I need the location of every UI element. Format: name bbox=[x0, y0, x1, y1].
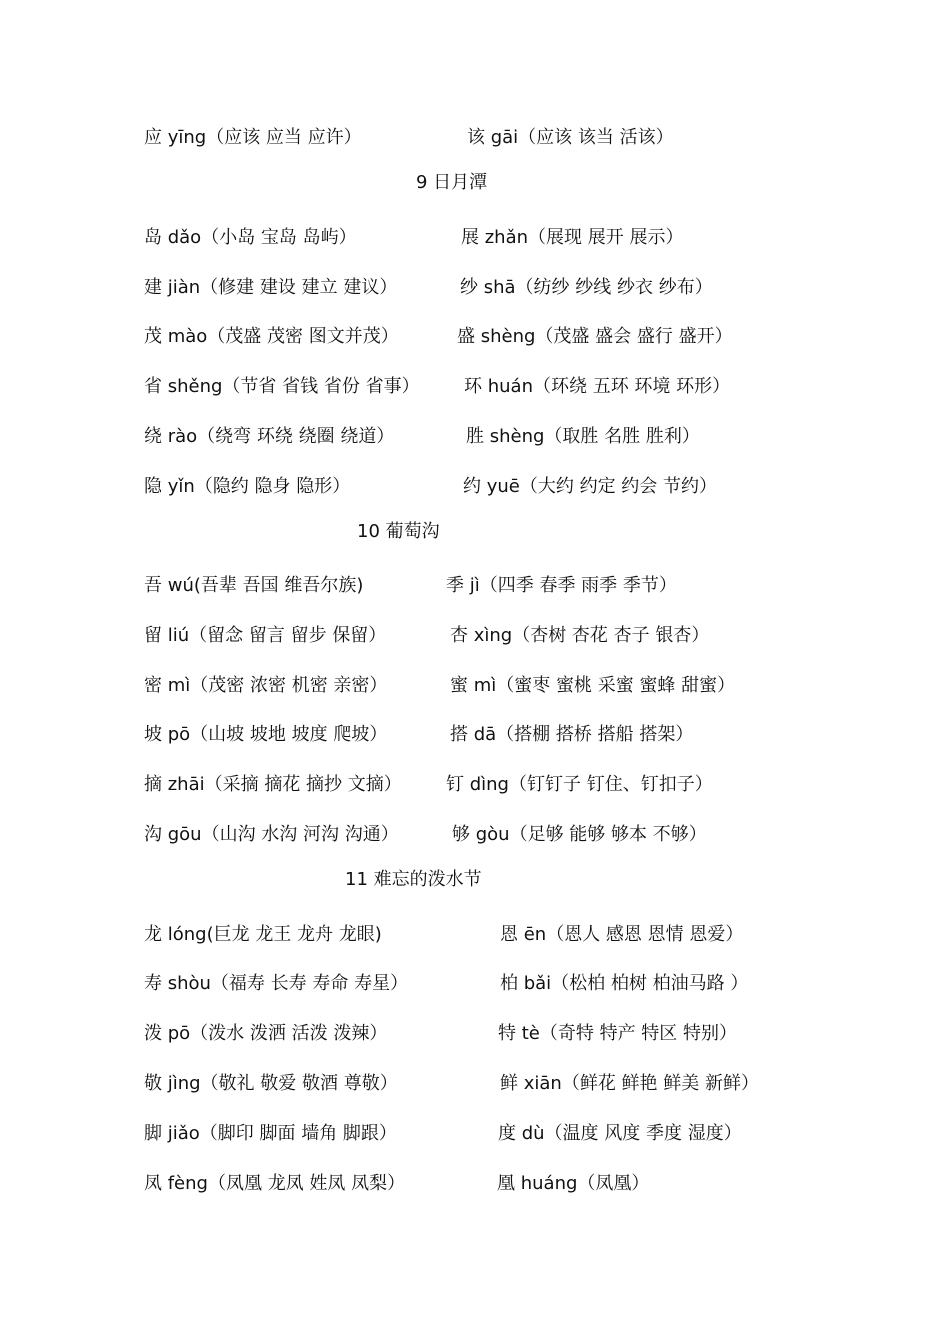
entry-right: 纱 shā（纺纱 纱线 纱衣 纱布） bbox=[460, 277, 713, 298]
entry-left: 吾 wú(吾辈 吾国 维吾尔族) bbox=[144, 575, 364, 596]
entry-right: 凰 huáng（凤凰） bbox=[497, 1173, 650, 1194]
entry-right: 盛 shèng（茂盛 盛会 盛行 盛开） bbox=[457, 326, 733, 347]
entry-left: 绕 rào（绕弯 环绕 绕圈 绕道） bbox=[144, 426, 395, 447]
entry-right: 柏 bǎi（松柏 柏树 柏油马路 ） bbox=[500, 973, 749, 994]
entry-right: 胜 shèng（取胜 名胜 胜利） bbox=[466, 426, 700, 447]
entry-right: 特 tè（奇特 特产 特区 特别） bbox=[498, 1023, 738, 1044]
entry-left: 凤 fèng（凤凰 龙凤 姓凤 凤梨） bbox=[144, 1173, 406, 1194]
entry-ying: 应 yīng（应该 应当 应许） bbox=[144, 127, 362, 148]
entry-right: 季 jì（四季 春季 雨季 季节） bbox=[446, 575, 677, 596]
entry-right: 展 zhǎn（展现 展开 展示） bbox=[461, 227, 684, 248]
entry-right: 环 huán（环绕 五环 环境 环形） bbox=[464, 376, 731, 397]
entry-right: 够 gòu（足够 能够 够本 不够） bbox=[452, 824, 707, 845]
lesson-title-9: 9 日月潭 bbox=[416, 172, 488, 193]
entry-gai: 该 gāi（应该 该当 活该） bbox=[467, 127, 674, 148]
entry-left: 省 shěng（节省 省钱 省份 省事） bbox=[144, 376, 420, 397]
entry-right: 钉 dìng（钉钉子 钉住、钉扣子） bbox=[446, 774, 713, 795]
lesson-title-11: 11 难忘的泼水节 bbox=[345, 869, 482, 890]
entry-left: 建 jiàn（修建 建设 建立 建议） bbox=[144, 277, 398, 298]
entry-left: 坡 pō（山坡 坡地 坡度 爬坡） bbox=[144, 724, 388, 745]
entry-right: 度 dù（温度 风度 季度 湿度） bbox=[498, 1123, 742, 1144]
entry-right: 约 yuē（大约 约定 约会 节约） bbox=[463, 476, 718, 497]
entry-left: 隐 yǐn（隐约 隐身 隐形） bbox=[144, 476, 351, 497]
entry-left: 留 liú（留念 留言 留步 保留） bbox=[144, 625, 387, 646]
entry-left: 沟 gōu（山沟 水沟 河沟 沟通） bbox=[144, 824, 399, 845]
entry-right: 搭 dā（搭棚 搭桥 搭船 搭架） bbox=[450, 724, 694, 745]
entry-right: 杏 xìng（杏树 杏花 杏子 银杏） bbox=[450, 625, 710, 646]
entry-left: 摘 zhāi（采摘 摘花 摘抄 文摘） bbox=[144, 774, 402, 795]
entry-right: 鲜 xiān（鲜花 鲜艳 鲜美 新鲜） bbox=[500, 1073, 759, 1094]
entry-left: 龙 lóng(巨龙 龙王 龙舟 龙眼) bbox=[144, 924, 382, 945]
entry-right: 蜜 mì（蜜枣 蜜桃 采蜜 蜜蜂 甜蜜） bbox=[450, 675, 736, 696]
entry-left: 泼 pō（泼水 泼洒 活泼 泼辣） bbox=[144, 1023, 388, 1044]
entry-left: 寿 shòu（福寿 长寿 寿命 寿星） bbox=[144, 973, 409, 994]
entry-left: 敬 jìng（敬礼 敬爱 敬酒 尊敬） bbox=[144, 1073, 398, 1094]
entry-right: 恩 ēn（恩人 感恩 恩情 恩爱） bbox=[500, 924, 744, 945]
lesson-title-10: 10 葡萄沟 bbox=[357, 521, 440, 542]
entry-left: 密 mì（茂密 浓密 机密 亲密） bbox=[144, 675, 388, 696]
entry-left: 岛 dǎo（小岛 宝岛 岛屿） bbox=[144, 227, 357, 248]
entry-left: 茂 mào（茂盛 茂密 图文并茂） bbox=[144, 326, 399, 347]
entry-left: 脚 jiǎo（脚印 脚面 墙角 脚跟） bbox=[144, 1123, 397, 1144]
